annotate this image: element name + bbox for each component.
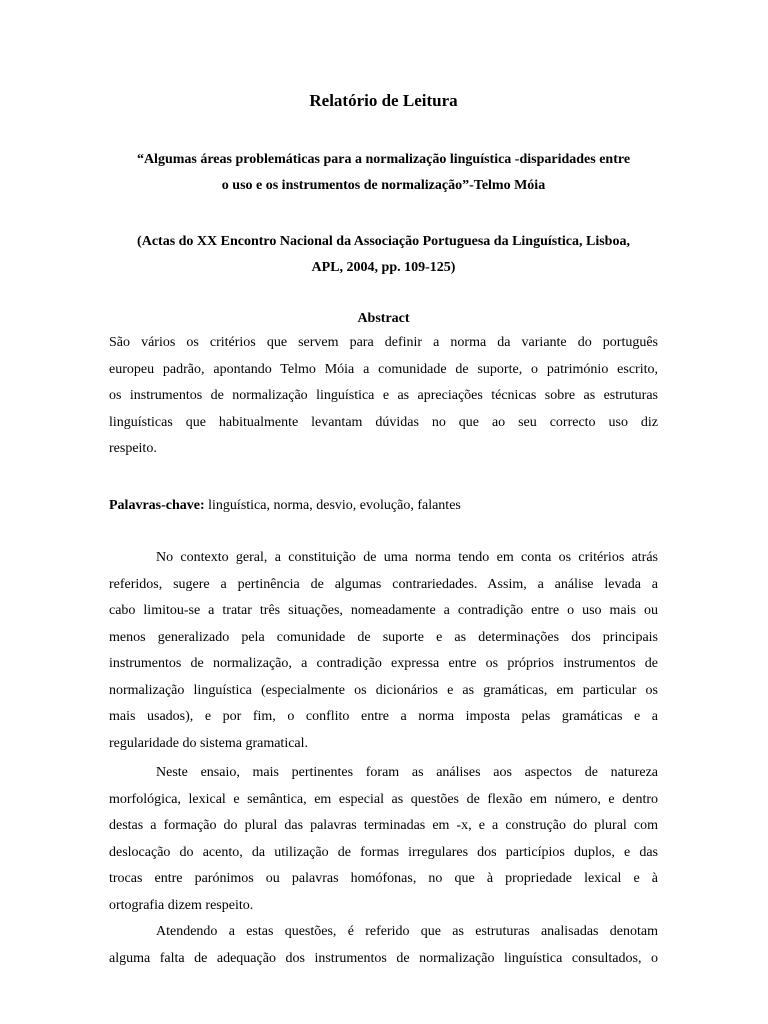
- paragraph-line: instrumentos de normalização, a contradição expressa entre os próprios instrumentos de: [109, 656, 658, 671]
- paragraph-line: Neste ensaio, mais pertinentes foram as análises aos aspectos de natureza: [156, 765, 658, 780]
- keywords: [109, 493, 658, 519]
- body-paragraph: [109, 919, 658, 972]
- paragraph-line: cabo limitou-se a tratar três situações, nomeadamente a contradição entre o uso mais ou: [109, 603, 658, 618]
- paragraph-line: referidos, sugere a pertinência de algumas contrariedades. Assim, a análise levada a: [109, 576, 658, 592]
- article-title-line: “Algumas áreas problemáticas para a normalização linguística -disparidades entre: [136, 152, 631, 167]
- article-title: [109, 147, 658, 199]
- paragraph-line: mais usados), e por fim, o conflito entre a norma imposta pelas gramáticas e a: [109, 709, 658, 724]
- paragraph-line: deslocação do acento, da utilização de formas irregulares dos particípios duplos, e das: [109, 844, 658, 860]
- abstract-heading: Abstract: [357, 311, 410, 326]
- paragraph-line: ortografia dizem respeito.: [109, 897, 254, 913]
- abstract-line: São vários os critérios que servem para definir a norma da variante do português: [109, 335, 658, 350]
- abstract-line: respeito.: [109, 441, 157, 456]
- paragraph-line: alguma falta de adequação dos instrumentos de normalização linguística consultados, o: [109, 950, 658, 966]
- paragraph-line: menos generalizado pela comunidade de suporte e as determinações dos principais: [109, 629, 658, 645]
- abstract-line: os instrumentos de normalização linguística e as apreciações técnicas sobre as estruturas: [109, 388, 658, 403]
- source-citation-line: APL, 2004, pp. 109-125): [311, 260, 456, 275]
- page-title: Relatório de Leitura: [309, 91, 458, 110]
- abstract-line: europeu padrão, apontando Telmo Móia a comunidade de suporte, o património escrito,: [109, 361, 658, 377]
- paragraph-line: normalização linguística (especialmente os dicionários e as gramáticas, em particular os: [109, 682, 658, 698]
- abstract-paragraph: [109, 330, 658, 463]
- keywords-label: Palavras-chave:: [109, 498, 205, 513]
- abstract-line: linguísticas que habitualmente levantam dúvidas no que ao seu correcto uso diz: [109, 414, 658, 430]
- article-title-line: o uso e os instrumentos de normalização”-Telmo Móia: [221, 178, 546, 193]
- document-page: [109, 0, 658, 1024]
- paragraph-line: morfológica, lexical e semântica, em especial as questões de flexão em número, e dentro: [109, 791, 658, 807]
- paragraph-line: Atendendo a estas questões, é referido que as estruturas analisadas denotam: [156, 924, 658, 939]
- source-citation-line: (Actas do XX Encontro Nacional da Associação Portuguesa da Linguística, Lisboa,: [137, 234, 630, 249]
- paragraph-line: regularidade do sistema gramatical.: [109, 735, 309, 751]
- paragraph-line: No contexto geral, a constituição de uma norma tendo em conta os critérios atrás: [156, 550, 658, 565]
- body-paragraph: [109, 545, 658, 757]
- body-paragraph: [109, 760, 658, 919]
- keywords-text: linguística, norma, desvio, evolução, falantes: [204, 498, 461, 513]
- paragraph-line: trocas entre parónimos ou palavras homófonas, no que à propriedade lexical e à: [109, 871, 658, 886]
- paragraph-line: destas a formação do plural das palavras terminadas em -x, e a construção do plural com: [109, 818, 658, 833]
- source-citation: [109, 229, 658, 281]
